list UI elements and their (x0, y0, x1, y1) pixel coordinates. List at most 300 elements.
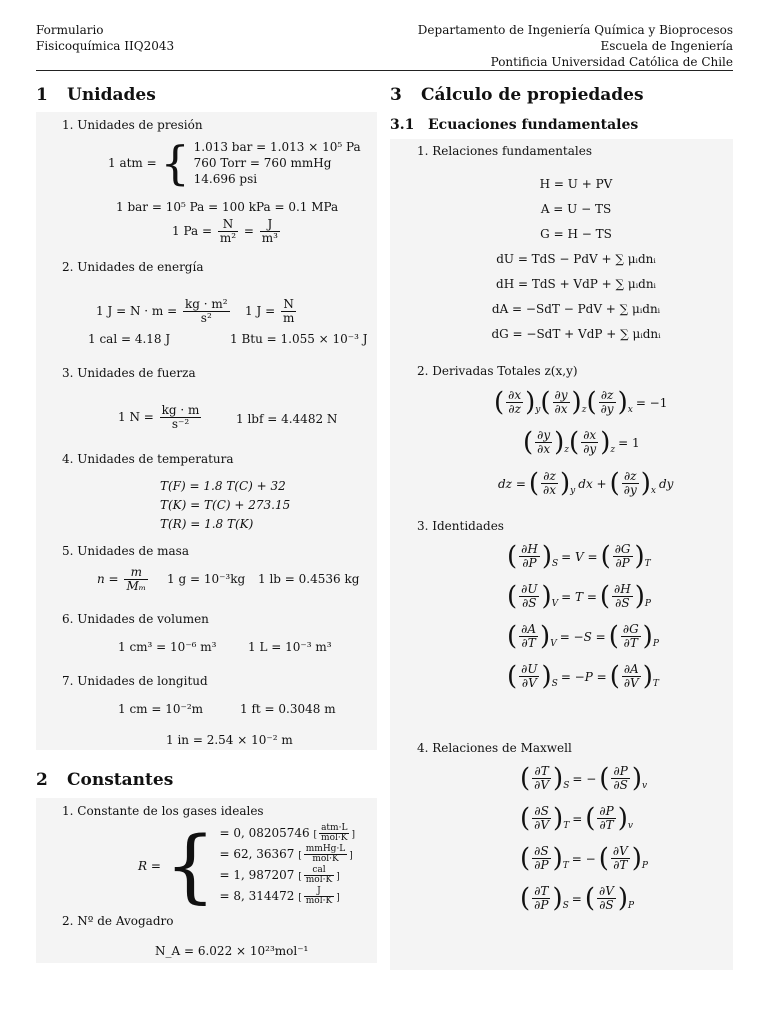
left-paren: ( (520, 843, 531, 874)
subscript: S (551, 559, 559, 569)
item-gas-constant: 1. Constante de los gases ideales (62, 804, 264, 818)
partial-derivative (585, 805, 633, 832)
left-paren: ( (520, 763, 531, 794)
left-paren: ( (609, 661, 620, 692)
left-paren: ( (507, 621, 518, 652)
subscript: S (563, 781, 570, 791)
subscript: x (627, 405, 633, 415)
numerator: ∂y (537, 428, 551, 442)
denominator: ∂x (554, 402, 568, 416)
numerator: ∂S (532, 805, 551, 819)
numerator: ∂G (614, 542, 631, 556)
item-force: 3. Unidades de fuerza (62, 366, 196, 380)
subscript: V (550, 639, 557, 649)
right-paren: ) (634, 541, 645, 572)
numerator: ∂z (599, 389, 616, 403)
fraction (535, 429, 552, 456)
denominator: ∂y (600, 402, 614, 416)
section-3-heading (390, 85, 644, 105)
numerator: ∂U (521, 582, 538, 596)
subscript: v (642, 781, 648, 791)
left-paren: ( (494, 387, 505, 418)
right-paren: ) (617, 803, 628, 834)
left-brace: { (160, 136, 190, 190)
denominator: ∂P (534, 898, 549, 912)
section-number: 1 (36, 85, 48, 105)
item-energy: 2. Unidades de energía (62, 260, 204, 274)
header-right (418, 22, 733, 70)
partial-derivative (599, 845, 648, 872)
subscript: S (562, 901, 569, 911)
numerator: ∂U (521, 662, 538, 676)
joule-lhs: 1 J = N · m = (96, 304, 178, 318)
fraction (519, 663, 539, 690)
fraction (621, 623, 641, 650)
subscript: T (562, 861, 569, 871)
equals: = (243, 224, 254, 238)
left-paren: ( (608, 621, 619, 652)
right-paren: ) (600, 427, 611, 458)
item-temperature: 4. Unidades de temperatura (62, 452, 234, 466)
partial-derivative (529, 470, 575, 497)
right-paren: ) (571, 387, 582, 418)
numerator: ∂A (521, 622, 537, 636)
left-paren: ( (599, 763, 610, 794)
partial-derivative (540, 389, 586, 416)
r-values (219, 824, 355, 908)
pa-lhs: 1 Pa = (172, 224, 213, 238)
denominator: mol·K (321, 833, 348, 843)
subscript: S (551, 679, 558, 689)
fraction (611, 845, 630, 872)
subscript: v (627, 821, 633, 831)
fraction (541, 470, 558, 497)
numerator: ∂x (583, 428, 597, 442)
numerator: ∂z (622, 470, 639, 484)
section-2-heading (36, 770, 173, 790)
derivative-relation-2 (523, 429, 643, 456)
partial-derivative (601, 543, 651, 570)
denominator: ∂y (583, 442, 597, 456)
newton-lhs: 1 N = (118, 410, 154, 424)
fraction (553, 389, 570, 416)
numerator: ∂T (532, 885, 550, 899)
r-value: = 8, 314472 [ $\frac{J}{\text{mol·K}}$ ] (219, 886, 340, 906)
partial-derivative (586, 389, 632, 416)
numerator: kg · m² (184, 297, 228, 311)
math-text: = T = (561, 589, 597, 604)
section-1-heading (36, 85, 156, 105)
partial-derivative (507, 663, 558, 690)
item-mass: 5. Unidades de masa (62, 544, 189, 558)
denominator: ∂V (521, 676, 537, 690)
fraction (218, 218, 238, 245)
left-paren: ( (507, 541, 518, 572)
math-text: dy (658, 476, 674, 491)
denominator: ∂S (615, 596, 630, 610)
numerator: J (304, 887, 334, 897)
subscript: T (644, 559, 651, 569)
denominator: ∂V (534, 818, 550, 832)
right-paren: ) (640, 468, 651, 499)
item-fundamental: 1. Relaciones fundamentales (417, 144, 592, 158)
right-paren: ) (634, 581, 645, 612)
math-text: dx + (578, 476, 607, 491)
r-number: = 1, 987207 (219, 868, 295, 882)
left-paren: ( (528, 468, 540, 499)
denominator: ∂x (537, 442, 551, 456)
department: Departamento de Ingeniería Química y Bioprocesos (417, 23, 733, 37)
right-paren: ) (525, 387, 536, 418)
subsection-3-1-heading (390, 117, 638, 133)
volume-cm3: 1 cm³ = 10⁻⁶ m³ (118, 640, 217, 654)
subsection-title: Ecuaciones fundamentales (428, 117, 639, 133)
fraction (532, 765, 551, 792)
fund-eq: G = H − TS (540, 227, 612, 241)
fraction (519, 583, 539, 610)
numerator: m (124, 566, 148, 580)
gas-constant (138, 819, 355, 912)
section-title: Cálculo de propiedades (421, 85, 644, 105)
fraction (581, 429, 598, 456)
volume-liter: 1 L = 10⁻³ m³ (248, 640, 332, 654)
identities-block (507, 543, 659, 703)
right-paren: ) (617, 883, 629, 914)
fraction (532, 885, 550, 912)
numerator: ∂P (611, 765, 629, 779)
item-length: 7. Unidades de longitud (62, 674, 208, 688)
fund-eq: dG = −SdT + VdP + ∑ μᵢdnᵢ (491, 327, 661, 341)
right-paren: ) (552, 883, 563, 914)
left-paren: ( (507, 661, 518, 692)
partial-derivative (610, 470, 656, 497)
fraction (519, 623, 538, 650)
item-avogadro: 2. Nº de Avogadro (62, 914, 174, 928)
partial-derivative (494, 389, 540, 416)
math-text: = − (571, 851, 596, 866)
subscript: y (570, 486, 576, 496)
temp-eq: T(R) = 1.8 T(K) (160, 517, 254, 531)
right-paren: ) (560, 468, 571, 499)
denominator: ∂T (599, 818, 614, 832)
denominator: s⁻² (171, 417, 190, 431)
denominator: ∂P (534, 858, 549, 872)
r-value: = 62, 36367 [ $\frac{\text{mmHg·L}}{\text{mol·K}}$ ] (219, 844, 353, 864)
numerator: ∂H (614, 582, 631, 596)
section-title: Unidades (67, 85, 156, 105)
fraction (622, 470, 639, 497)
numerator: ∂G (622, 622, 639, 636)
left-paren: ( (523, 427, 534, 458)
math-text: = (572, 811, 583, 826)
left-paren: ( (520, 883, 531, 914)
right-paren: ) (617, 387, 628, 418)
numerator: N (281, 298, 296, 312)
equation-row (520, 885, 648, 925)
r-value: = 0, 08205746 [ $\frac{\text{atm·L}}{\text{mol·K}}$ ] (219, 823, 355, 843)
denominator: mol·K (312, 854, 339, 864)
numerator: mmHg·L (305, 844, 346, 854)
fund-eq: H = U + PV (539, 177, 613, 191)
subscript: x (650, 486, 656, 496)
right-paren: ) (552, 843, 563, 874)
denominator: s² (200, 311, 212, 325)
math-text: = −S = (559, 629, 606, 644)
course-code: Fisicoquímica IIQ2043 (36, 39, 175, 53)
fraction (260, 218, 280, 245)
right-paren: ) (631, 763, 643, 794)
math-text: dz = (498, 476, 526, 491)
denominator: ∂S (599, 898, 614, 912)
denominator: ∂P (615, 556, 630, 570)
subscript: P (644, 599, 651, 609)
temp-eq: T(K) = T(C) + 273.15 (160, 498, 291, 512)
math-text: = −P = (560, 669, 607, 684)
header-rule (36, 70, 733, 71)
numerator: ∂y (554, 388, 568, 402)
partial-derivative (507, 623, 557, 650)
equation-row (520, 765, 648, 805)
force-newton (118, 404, 203, 431)
joule2-lhs: 1 J = (245, 304, 276, 318)
numerator: cal (304, 866, 334, 876)
right-paren: ) (631, 843, 642, 874)
energy-joule (96, 298, 232, 325)
course-label: Formulario (36, 23, 104, 37)
subscript: P (652, 639, 659, 649)
fraction (622, 663, 641, 690)
university: Pontificia Universidad Católica de Chile (490, 55, 733, 69)
mass-gram: 1 g = 10⁻³kg (167, 572, 246, 586)
left-paren: ( (585, 803, 596, 834)
partial-derivative (599, 765, 647, 792)
mass-moles (97, 566, 150, 593)
partial-derivative (585, 885, 634, 912)
partial-derivative (520, 885, 569, 912)
left-paren: ( (569, 427, 580, 458)
fraction (611, 765, 629, 792)
section-number: 2 (36, 770, 48, 790)
length-inch: 1 in = 2.54 × 10⁻² m (166, 733, 293, 747)
section-number: 3 (390, 85, 402, 105)
equation-row (520, 805, 648, 845)
math-text: = (571, 891, 582, 906)
denominator: m (282, 311, 295, 325)
partial-derivative (610, 663, 659, 690)
right-paren: ) (541, 541, 552, 572)
left-brace: { (164, 819, 216, 912)
subscript: z (581, 405, 587, 415)
denominator: Mₘ (126, 579, 147, 593)
fraction (532, 845, 550, 872)
denominator: m³ (261, 231, 278, 245)
r-lhs: R = (138, 859, 161, 873)
subscript: V (551, 599, 559, 609)
denominator: ∂V (534, 778, 550, 792)
numerator: ∂V (612, 844, 628, 858)
left-paren: ( (598, 843, 609, 874)
fund-eq: A = U − TS (540, 202, 612, 216)
right-paren: ) (541, 661, 552, 692)
mass-pound: 1 lb = 0.4536 kg (258, 572, 360, 586)
atm-case: 1.013 bar = 1.013 × 10⁵ Pa (193, 140, 361, 154)
left-paren: ( (507, 581, 518, 612)
fundamental-equations (470, 172, 682, 347)
equation-row (507, 543, 659, 583)
item-identities: 3. Identidades (417, 519, 504, 533)
atm-case: 14.696 psi (193, 172, 258, 186)
left-paren: ( (584, 883, 595, 914)
energy-joule-2 (245, 298, 298, 325)
left-paren: ( (520, 803, 531, 834)
right-paren: ) (553, 763, 564, 794)
numerator: ∂z (541, 470, 558, 484)
partial-derivative (523, 429, 569, 456)
item-pressure: 1. Unidades de presión (62, 118, 203, 132)
fund-eq: dH = TdS + VdP + ∑ μᵢdnᵢ (496, 277, 656, 291)
r-number: = 0, 08205746 (219, 826, 310, 840)
numerator: ∂x (508, 388, 522, 402)
denominator: ∂S (613, 778, 628, 792)
partial-derivative (600, 583, 651, 610)
right-paren: ) (540, 621, 551, 652)
math-text: = V = (561, 549, 598, 564)
left-paren: ( (599, 581, 611, 612)
left-paren: ( (609, 468, 620, 499)
fraction (124, 566, 148, 593)
fraction (304, 866, 334, 885)
moles-lhs: n = (97, 572, 119, 586)
equation-row (520, 845, 648, 885)
energy-btu: 1 Btu = 1.055 × 10⁻³ J (230, 332, 368, 346)
fraction (597, 885, 616, 912)
denominator: ∂S (522, 596, 537, 610)
numerator: ∂V (598, 884, 614, 898)
subscript: T (652, 679, 659, 689)
force-lbf: 1 lbf = 4.4482 N (236, 412, 338, 426)
numerator: ∂P (599, 804, 614, 818)
partial-derivative (507, 583, 558, 610)
math-text: = −1 (635, 395, 668, 410)
school: Escuela de Ingeniería (600, 39, 733, 53)
denominator: ∂T (613, 858, 628, 872)
equation-row (507, 663, 659, 703)
temp-eq: T(F) = 1.8 T(C) + 32 (160, 479, 286, 493)
partial-derivative (609, 623, 659, 650)
section-title: Constantes (67, 770, 174, 790)
math-text: = − (572, 771, 597, 786)
partial-derivative (520, 765, 569, 792)
denominator: ∂y (623, 483, 637, 497)
denominator: mol·K (305, 896, 333, 906)
atm-case: 760 Torr = 760 mmHg (193, 156, 332, 170)
left-paren: ( (540, 387, 551, 418)
length-ft: 1 ft = 0.3048 m (240, 702, 336, 716)
fraction (597, 805, 615, 832)
fund-eq: dA = −SdT − PdV + ∑ μᵢdnᵢ (491, 302, 661, 316)
right-paren: ) (554, 427, 565, 458)
denominator: ∂T (623, 636, 638, 650)
derivative-relation-3 (495, 470, 676, 497)
right-paren: ) (642, 621, 653, 652)
partial-derivative (507, 543, 558, 570)
pressure-bar: 1 bar = 10⁵ Pa = 100 kPa = 0.1 MPa (116, 200, 339, 214)
subscript: z (610, 445, 616, 455)
numerator: ∂A (623, 662, 639, 676)
right-paren: ) (642, 661, 653, 692)
pressure-pa (172, 218, 282, 245)
equation-row (507, 623, 659, 663)
left-paren: ( (586, 387, 597, 418)
numerator: atm·L (319, 824, 349, 834)
denominator: ∂x (543, 483, 557, 497)
fraction (506, 389, 523, 416)
denominator: ∂V (623, 676, 639, 690)
numerator: ∂H (521, 542, 538, 556)
pressure-atm (108, 136, 361, 190)
r-number: = 8, 314472 (219, 889, 295, 903)
subscript: P (641, 861, 648, 871)
fraction (304, 845, 348, 864)
left-paren: ( (600, 541, 611, 572)
energy-cal: 1 cal = 4.18 J (88, 332, 171, 346)
item-volume: 6. Unidades de volumen (62, 612, 209, 626)
fraction (599, 389, 616, 416)
r-number: = 62, 36367 (219, 847, 295, 861)
atm-cases (194, 139, 361, 187)
partial-derivative (520, 805, 569, 832)
header-left (36, 22, 174, 54)
fraction (532, 805, 551, 832)
length-cm: 1 cm = 10⁻²m (118, 702, 204, 716)
math-text: = 1 (618, 435, 640, 450)
denominator: mol·K (305, 875, 333, 885)
denominator: ∂z (508, 402, 521, 416)
fraction (183, 298, 230, 325)
atm-lhs: 1 atm = (108, 156, 157, 170)
temperature-equations (160, 477, 290, 534)
fraction (612, 583, 633, 610)
right-paren: ) (553, 803, 564, 834)
avogadro-number: N_A = 6.022 × 10²³mol⁻¹ (155, 944, 309, 958)
numerator: J (260, 218, 280, 232)
fraction (319, 824, 349, 843)
fraction (613, 543, 633, 570)
fraction (160, 404, 202, 431)
fraction (281, 298, 296, 325)
subscript: z (564, 445, 570, 455)
denominator: m² (219, 231, 237, 245)
numerator: kg · m (161, 403, 200, 417)
item-total-derivatives: 2. Derivadas Totales z(x,y) (417, 364, 578, 378)
subscript: P (628, 901, 635, 911)
fund-eq: dU = TdS − PdV + ∑ μᵢdnᵢ (496, 252, 656, 266)
subsection-number: 3.1 (390, 117, 415, 133)
numerator: N (218, 218, 238, 232)
fraction (519, 543, 540, 570)
r-value: = 1, 987207 [ $\frac{\text{cal}}{\text{mol·K}}$ ] (219, 865, 340, 885)
derivative-relation-1 (494, 389, 670, 416)
right-paren: ) (541, 581, 552, 612)
equation-row (507, 583, 659, 623)
subscript: y (535, 405, 541, 415)
denominator: ∂P (522, 556, 537, 570)
item-maxwell: 4. Relaciones de Maxwell (417, 741, 572, 755)
numerator: ∂T (532, 765, 551, 779)
numerator: ∂S (534, 844, 549, 858)
subscript: T (563, 821, 570, 831)
fraction (304, 887, 334, 906)
